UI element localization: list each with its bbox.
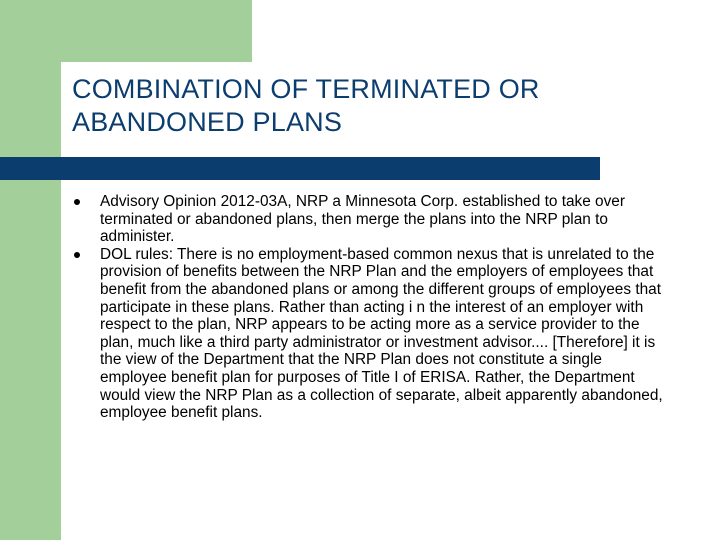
bullet-item xyxy=(72,193,672,246)
title-divider-bar xyxy=(0,157,600,180)
bullet-text: DOL rules: There is no employment-based common nexus that is unrelated to the provision of benefits between the NRP Plan and the employers of employees that benefit from the abandoned plans or among the different groups of employees that participate in these plans. Rather than acting i n the interest of an employer with respect to the plan, NRP appears to be acting more as a service provider to the plan, much like a third party administrator or investment advisor.... [Therefore] it is the view of the Department that the NRP Plan does not constitute a single employee benefit plan for purposes of Title I of ERISA. Rather, the Department would view the NRP Plan as a collection of separate, albeit apparently abandoned, employee benefit plans. xyxy=(100,245,663,422)
accent-block xyxy=(0,0,252,62)
slide-title: COMBINATION OF TERMINATED OR ABANDONED PLANS xyxy=(72,74,540,137)
accent-strip xyxy=(0,62,61,540)
bullet-list xyxy=(72,193,672,422)
bullet-item xyxy=(72,246,672,422)
bullet-text: Advisory Opinion 2012-03A, NRP a Minnesota Corp. established to take over terminated or abandoned plans, then merge the plans into the NRP plan to administer. xyxy=(100,193,625,246)
bullet-dot-icon xyxy=(74,199,80,205)
bullet-dot-icon xyxy=(74,252,80,258)
